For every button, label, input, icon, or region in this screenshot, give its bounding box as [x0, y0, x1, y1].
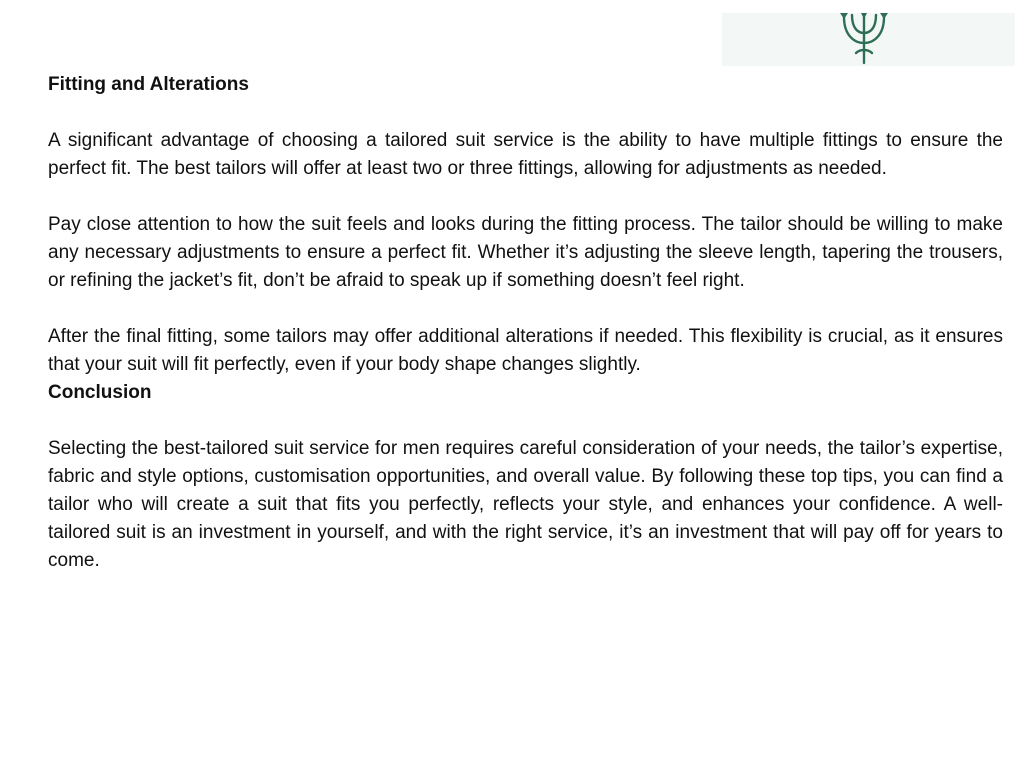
paragraph-fitting-attention: Pay close attention to how the suit feels and looks during the fitting process. The tailor should be willing to make any necessary adjustments to ensure a perfect fit. Whether it’s adjusting the sleeve length, tapering the trousers, or refining the jacket’s fit, don’t be afraid to speak up if something doesn’t feel right. — [48, 214, 1003, 291]
spacer — [48, 99, 1003, 127]
trident-logo-icon — [834, 13, 894, 66]
spacer — [48, 183, 1003, 211]
header-logo-area — [722, 13, 1015, 66]
section-heading-conclusion: Conclusion — [48, 382, 152, 403]
section-heading-fitting: Fitting and Alterations — [48, 74, 249, 95]
spacer — [48, 295, 1003, 323]
paragraph-conclusion: Selecting the best-tailored suit service for men requires careful consideration of your needs, the tailor’s expertise, fabric and style options, customisation opportunities, and overall value. By following these top tips, you can find a tailor who will create a suit that fits you perfectly, reflects your style, and enhances your confidence. A well-tailored suit is an investment in yourself, and with the right service, it’s an investment that will pay off for years to come. — [48, 438, 1003, 571]
paragraph-final-fitting: After the final fitting, some tailors may offer additional alterations if needed. This flexibility is crucial, as it ensures that your suit will fit perfectly, even if your body shape changes slightly. — [48, 326, 1003, 375]
spacer — [48, 407, 1003, 435]
article-content — [48, 71, 1003, 575]
paragraph-fittings-advantage: A significant advantage of choosing a tailored suit service is the ability to have multiple fittings to ensure the perfect fit. The best tailors will offer at least two or three fittings, allowing for adjustments as needed. — [48, 130, 1003, 179]
